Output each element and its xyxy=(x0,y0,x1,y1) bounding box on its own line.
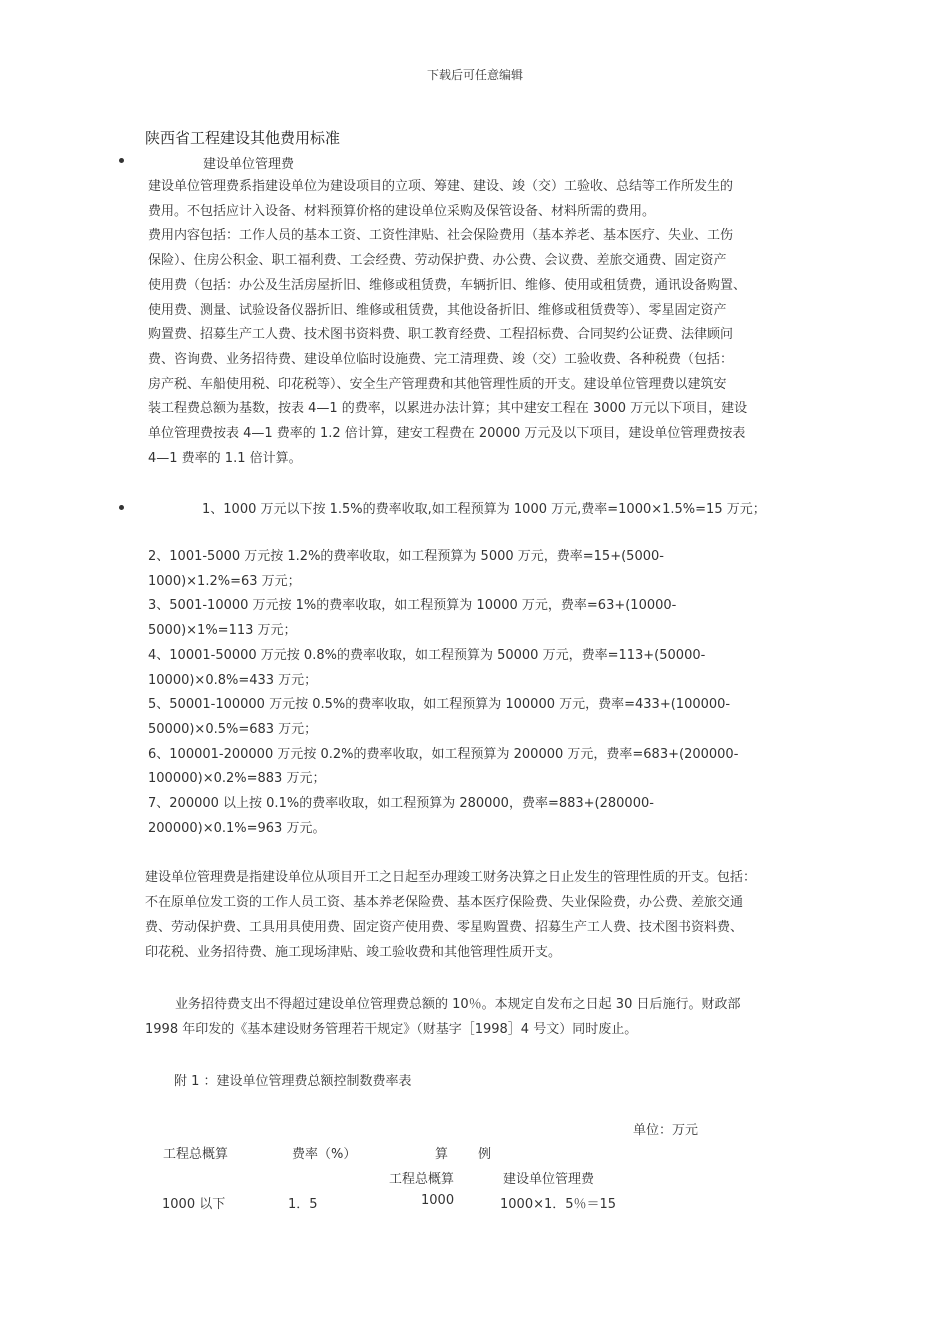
section1-line: 建设单位管理费系指建设单位为建设项目的立项、筹建、建设、竣（交）工验收、总结等工作所发生的 xyxy=(148,179,734,194)
section1-line: 保险）、住房公积金、职工福利费、工会经费、劳动保护费、办公费、会议费、差旅交通费、固定资产 xyxy=(148,253,727,269)
table-cell-rate: 1．5 xyxy=(288,1197,318,1212)
section1-body xyxy=(148,175,747,471)
rate-line: 50000)×0.5%=683 万元； xyxy=(148,721,318,737)
table-header-rate: 费率（%） xyxy=(292,1147,357,1162)
table-subheader-fee: 建设单位管理费 xyxy=(503,1172,595,1187)
table-subheader-total: 工程总概算 xyxy=(389,1172,455,1187)
rate-line: 7、200000 以上按 0.1%的费率收取，如工程预算为 280000，费率=883+(280000- xyxy=(148,796,654,812)
section1-line: 使用费（包括：办公及生活房屋折旧、维修或租赁费，车辆折旧、维修、使用或租赁费，通讯设备购置、 xyxy=(148,277,747,293)
document-title: 陕西省工程建设其他费用标准 xyxy=(145,129,341,147)
section1-line: 装工程费总额为基数，按表 4—1 的费率，以累进办法计算；其中建安工程在 3000 万元以下项目，建设 xyxy=(148,401,748,417)
page-header-note: 下载后可任意编辑 xyxy=(426,68,523,82)
rate-line: 5、50001-100000 万元按 0.5%的费率收取，如工程预算为 100000 万元，费率=433+(100000- xyxy=(148,697,731,713)
unit-label: 单位：万元 xyxy=(633,1123,699,1138)
rate-line: 3、5001-10000 万元按 1%的费率收取，如工程预算为 10000 万元，费率=63+(10000- xyxy=(148,598,677,614)
table-header-example-a: 算 xyxy=(435,1147,449,1162)
table-header-total: 工程总概算 xyxy=(163,1147,229,1162)
paragraph-line: 业务招待费支出不得超过建设单位管理费总额的 10％。本规定自发布之日起 30 日后施行。财政部 xyxy=(175,997,741,1012)
bullet-icon xyxy=(119,158,124,163)
bullet-icon xyxy=(119,505,124,510)
management-fee-paragraph xyxy=(145,865,756,965)
table-header-example-b: 例 xyxy=(478,1147,492,1162)
rate-item-1: 1、1000 万元以下按 1.5%的费率收取,如工程预算为 1000 万元,费率=1000×1.5%=15 万元； xyxy=(202,502,766,517)
section1-line: 单位管理费按表 4—1 费率的 1.2 倍计算，建安工程费在 20000 万元及以下项目，建设单位管理费按表 xyxy=(148,426,746,442)
section1-line: 购置费、招募生产工人费、技术图书资料费、职工教育经费、工程招标费、合同契约公证费、法律顾问 xyxy=(148,327,734,343)
appendix-title: 附 1 ：建设单位管理费总额控制数费率表 xyxy=(174,1074,412,1089)
section1-line: 使用费、测量、试验设备仪器折旧、维修或租赁费，其他设备折旧、维修或租赁费等）、零星固定资产 xyxy=(148,302,727,318)
rate-line: 4、10001-50000 万元按 0.8%的费率收取，如工程预算为 50000 万元，费率=113+(50000- xyxy=(148,647,706,663)
section1-line: 4—1 费率的 1.1 倍计算。 xyxy=(148,450,302,466)
rate-line: 5000)×1%=113 万元； xyxy=(148,623,297,639)
section1-line: 费、咨询费、业务招待费、建设单位临时设施费、完工清理费、竣（交）工验收费、各种税费（包括： xyxy=(148,351,734,367)
rate-line: 1000)×1.2%=63 万元； xyxy=(148,573,301,589)
paragraph-line: 建设单位管理费是指建设单位从项目开工之日起至办理竣工财务决算之日止发生的管理性质的开支。包括： xyxy=(145,870,757,885)
table-cell-total: 1000 xyxy=(421,1193,455,1208)
rate-line: 10000)×0.8%=433 万元； xyxy=(148,672,318,688)
table-cell-range: 1000 以下 xyxy=(162,1197,226,1212)
rate-line: 200000)×0.1%=963 万元。 xyxy=(148,820,326,836)
section1-line: 费用。不包括应计入设备、材料预算价格的建设单位采购及保管设备、材料所需的费用。 xyxy=(148,203,656,219)
paragraph-line: 费、劳动保护费、工具用具使用费、固定资产使用费、零星购置费、招募生产工人费、技术图书资料费、 xyxy=(145,920,744,935)
paragraph-line: 1998 年印发的《基本建设财务管理若干规定》（财基字［1998］4 号文）同时废止。 xyxy=(145,1022,638,1037)
rate-list xyxy=(148,545,738,841)
table-cell-fee: 1000×1．5％＝15 xyxy=(500,1197,617,1212)
rate-line: 100000)×0.2%=883 万元； xyxy=(148,771,326,787)
section-heading: 建设单位管理费 xyxy=(203,157,295,172)
section1-line: 费用内容包括：工作人员的基本工资、工资性津贴、社会保险费用（基本养老、基本医疗、失业、工伤 xyxy=(148,228,734,244)
section1-line: 房产税、车船使用税、印花税等）、安全生产管理费和其他管理性质的开支。建设单位管理费以建筑安 xyxy=(148,376,727,392)
rate-line: 6、100001-200000 万元按 0.2%的费率收取，如工程预算为 200000 万元，费率=683+(200000- xyxy=(148,746,739,762)
rate-line: 2、1001-5000 万元按 1.2%的费率收取，如工程预算为 5000 万元，费率=15+(5000- xyxy=(148,549,664,564)
paragraph-line: 印花税、业务招待费、施工现场津贴、竣工验收费和其他管理性质开支。 xyxy=(145,945,562,960)
paragraph-line: 不在原单位发工资的工作人员工资、基本养老保险费、基本医疗保险费、失业保险费，办公费、差旅交通 xyxy=(145,895,744,910)
